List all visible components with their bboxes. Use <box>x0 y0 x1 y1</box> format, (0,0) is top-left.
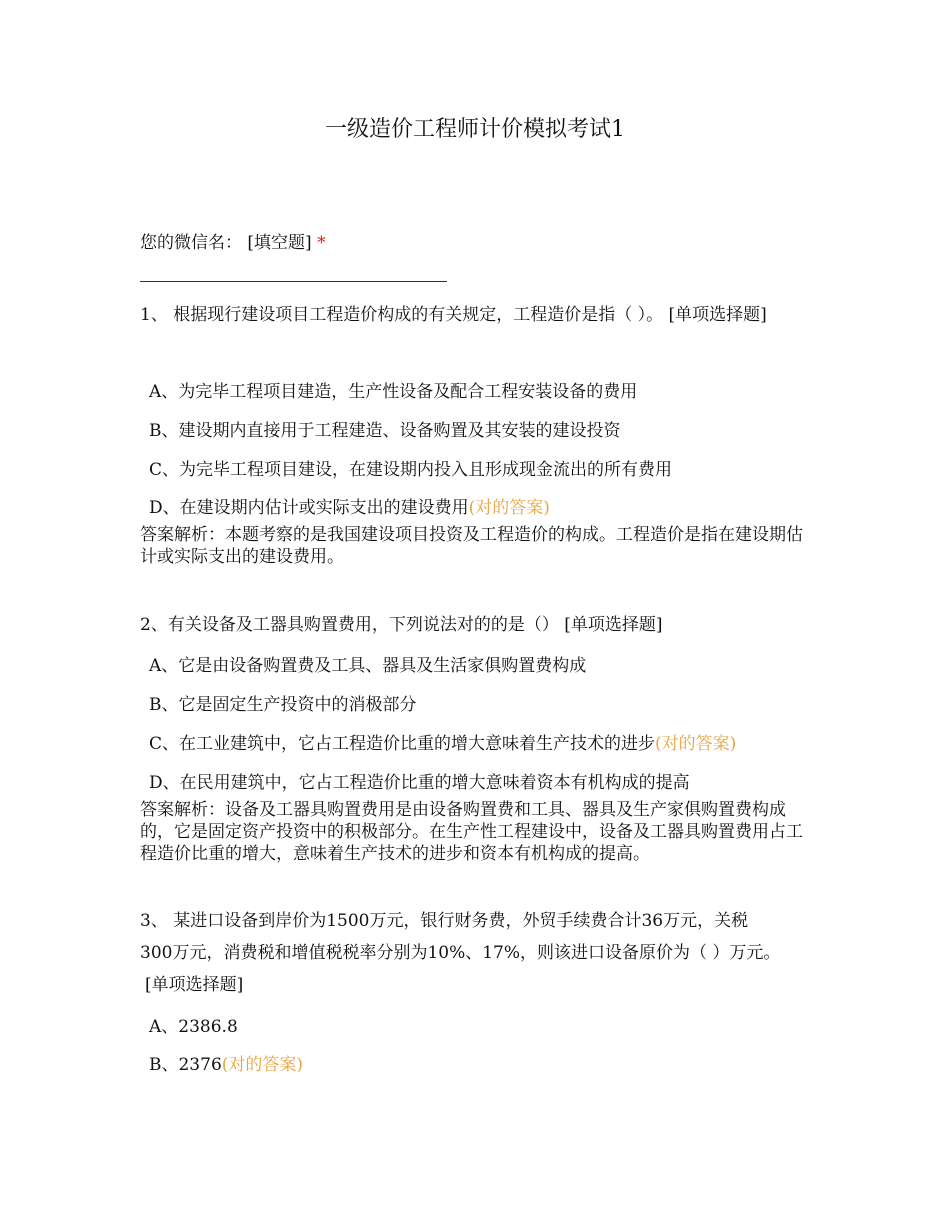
question-1-option-b: B、建设期内直接用于工程建造、设备购置及其安装的建设投资 <box>149 421 621 441</box>
question-3-option-b: B、2376 <box>149 1055 222 1075</box>
name-field-label-row <box>140 228 326 253</box>
question-1-option-d: D、在建设期内估计或实际支出的建设费用 <box>149 498 469 518</box>
correct-answer-mark: (对的答案) <box>655 734 737 754</box>
name-field-label: 您的微信名： <box>140 233 242 253</box>
question-3-option-a: A、2386.8 <box>149 1017 238 1037</box>
question-2-option-c-row <box>149 729 736 754</box>
name-field-type: [填空题] <box>247 233 312 253</box>
question-1-option-a: A、为完毕工程项目建造，生产性设备及配合工程安装设备的费用 <box>149 382 638 402</box>
question-1-option-d-row <box>149 493 550 518</box>
required-mark: * <box>317 233 326 253</box>
question-3-option-b-row <box>149 1050 303 1075</box>
question-3-stem-line-2: 300万元，消费税和增值税税率分别为10%、17%，则该进口设备原价为（ ）万元。 <box>140 943 781 963</box>
question-2-option-c: C、在工业建筑中，它占工程造价比重的增大意味着生产技术的进步 <box>149 734 656 754</box>
question-2-option-d: D、在民用建筑中，它占工程造价比重的增大意味着资本有机构成的提高 <box>149 773 690 793</box>
name-blank-line[interactable] <box>140 281 447 282</box>
correct-answer-mark: (对的答案) <box>221 1055 304 1075</box>
question-2-analysis: 答案解析：设备及工器具购置费用是由设备购置费和工具、器具及生产家俱购置费构成的，它是固定资产投资中的积极部分。在生产性工程建设中，设备及工器具购置费用占工程造价比重的增大，意味着生产技术的进步和资本有机构成的提高。 <box>140 800 803 864</box>
question-2-option-b: B、它是固定生产投资中的消极部分 <box>149 695 417 715</box>
page-title: 一级造价工程师计价模拟考试1 <box>325 117 625 142</box>
question-1-option-c: C、为完毕工程项目建设，在建设期内投入且形成现金流出的所有费用 <box>149 460 673 480</box>
question-3-stem-line-1: 3、 某进口设备到岸价为1500万元，银行财务费，外贸手续费合计36万元，关税 <box>140 911 749 931</box>
question-3-stem-line-3: [单项选择题] <box>145 975 244 995</box>
correct-answer-mark: (对的答案) <box>468 498 550 518</box>
question-1-stem: 1、 根据现行建设项目工程造价构成的有关规定，工程造价是指（ ）。 [单项选择题] <box>140 305 767 325</box>
question-1-analysis: 答案解析：本题考察的是我国建设项目投资及工程造价的构成。工程造价是指在建设期估计或实际支出的建设费用。 <box>140 525 803 567</box>
question-2-stem: 2、有关设备及工器具购置费用，下列说法对的的是（） [单项选择题] <box>140 615 663 635</box>
question-2-option-a: A、它是由设备购置费及工具、器具及生活家俱购置费构成 <box>149 656 587 676</box>
